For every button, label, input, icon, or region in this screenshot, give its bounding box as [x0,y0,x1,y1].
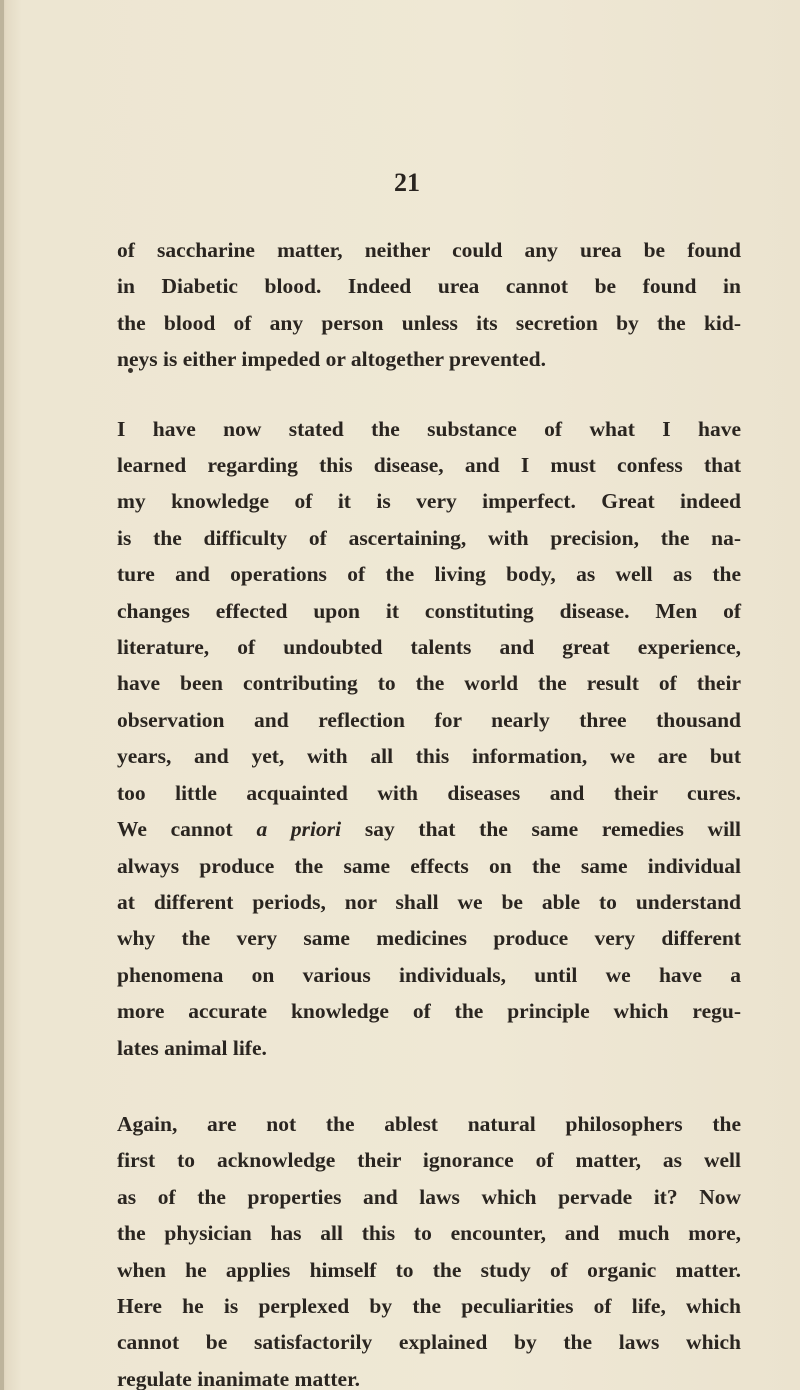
text-line: in Diabetic blood. Indeed urea cannot be found in [117,274,741,299]
paragraph-spacer [117,1066,741,1106]
text-line: first to acknowledge their ignorance of matter, as well [117,1148,741,1173]
text-line: is the difficulty of ascertaining, with precision, the na- [117,525,741,550]
page-binding-edge [0,0,4,1390]
text-line: Here he is perplexed by the peculiarities of life, which [117,1293,741,1318]
text-line: lates animal life. [117,1035,267,1060]
text-line: learned regarding this disease, and I must confess that [117,453,741,478]
text-line: phenomena on various individuals, until we have a [117,962,741,987]
text-line: at different periods, nor shall we be able to understand [117,889,741,914]
text-line: Again, are not the ablest natural philosophers the [117,1111,741,1136]
text-line: have been contributing to the world the result of their [117,671,741,696]
text-line: of saccharine matter, neither could any urea be found [117,238,741,262]
text-line-with-italic [117,811,741,847]
text-line: when he applies himself to the study of organic matter. [117,1257,741,1282]
italic-phrase: a priori [256,817,342,842]
paragraph-2 [117,411,741,1066]
text-line: more accurate knowledge of the principle which regu- [117,999,741,1024]
body-text [117,232,741,1390]
paragraph-1 [117,232,741,378]
text-line: the physician has all this to encounter, and much more, [117,1221,741,1246]
text-line: my knowledge of it is very imperfect. Great indeed [117,489,741,514]
paragraph-spacer [117,378,741,411]
text-line: why the very same medicines produce very different [117,926,741,951]
text-line: regulate inanimate matter. [117,1366,361,1390]
page-number: 21 [394,168,420,197]
text-segment: We cannot [117,817,233,842]
text-segment: say that the same remedies will [364,817,742,842]
text-line: years, and yet, with all this information, we are but [117,744,741,769]
text-line: too little acquainted with diseases and their cures. [117,780,741,805]
text-line: ture and operations of the living body, as well as the [117,562,741,587]
text-line: neys is either impeded or altogether prevented. [117,347,546,372]
text-line: I have now stated the substance of what I have [117,416,741,441]
text-line: cannot be satisfactorily explained by the laws which [117,1330,741,1355]
text-line: changes effected upon it constituting disease. Men of [117,598,741,623]
text-line: observation and reflection for nearly three thousand [117,707,741,732]
text-line: the blood of any person unless its secretion by the kid- [117,310,741,335]
text-line: as of the properties and laws which pervade it? Now [117,1184,741,1209]
text-line: literature, of undoubted talents and great experience, [117,635,741,660]
text-line: always produce the same effects on the same individual [117,853,741,878]
paragraph-3 [117,1106,741,1390]
